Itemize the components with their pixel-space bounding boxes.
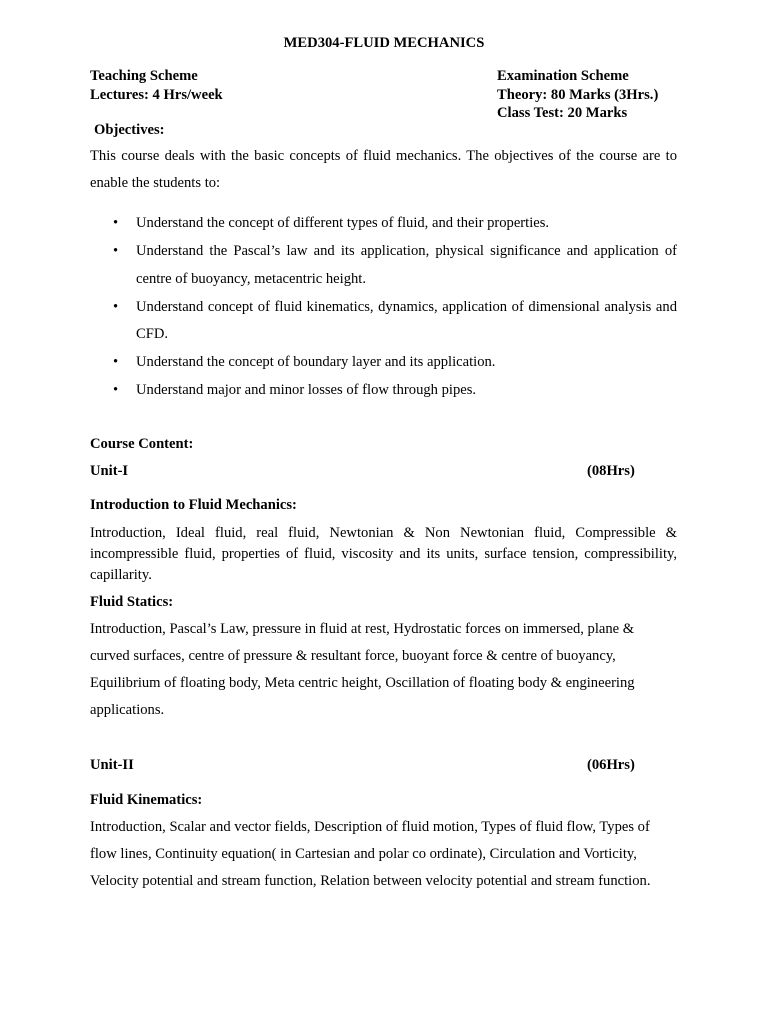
class-test-marks: Class Test: 20 Marks [497, 105, 628, 121]
lectures-hours: Lectures: 4 Hrs/week [90, 87, 223, 103]
bullet-icon: • [113, 243, 119, 259]
fluid-statics-text: Introduction, Pascal’s Law, pressure in fluid at rest, Hydrostatic forces on immersed, plane & curved surfaces, centre of pressure & resultant force, buoyant force & centre of buoyancy, Equilibrium of floating body, Meta centric height, Oscillation of floating body & engineering applications. [90, 621, 635, 718]
unit-2-hours: (06Hrs) [587, 757, 635, 773]
list-item: • Understand the concept of boundary layer and its application. [90, 349, 677, 377]
unit-1-label: Unit-I [90, 463, 129, 479]
course-content-heading: Course Content: [90, 436, 194, 452]
list-item: • Understand concept of fluid kinematics, dynamics, application of dimensional analysis and CFD. [90, 294, 677, 349]
list-item: • Understand the concept of different types of fluid, and their properties. [90, 210, 677, 238]
bullet-icon: • [113, 354, 119, 370]
unit-2-label: Unit-II [90, 757, 134, 773]
intro-fluid-mechanics-heading: Introduction to Fluid Mechanics: [90, 497, 297, 513]
objectives-heading: Objectives: [94, 122, 165, 138]
objectives-intro: This course deals with the basic concepts of fluid mechanics. The objectives of the course are to enable the students to: [90, 148, 677, 191]
list-item: • Understand major and minor losses of flow through pipes. [90, 377, 677, 405]
bullet-icon: • [113, 382, 119, 398]
bullet-icon: • [113, 215, 119, 231]
examination-scheme-heading: Examination Scheme [497, 68, 629, 84]
fluid-kinematics-heading: Fluid Kinematics: [90, 792, 203, 808]
objectives-list [90, 210, 677, 405]
list-item: • Understand the Pascal’s law and its application, physical significance and application of centre of buoyancy, metacentric height. [90, 238, 677, 293]
intro-fluid-mechanics-text: Introduction, Ideal fluid, real fluid, Newtonian & Non Newtonian fluid, Compressible & incompressible fluid, properties of fluid, viscosity and its units, surface tension, compressibility, capillarity. [90, 525, 677, 583]
teaching-scheme-heading: Teaching Scheme [90, 68, 198, 84]
fluid-kinematics-text: Introduction, Scalar and vector fields, Description of fluid motion, Types of fluid flow, Types of flow lines, Continuity equation( in Cartesian and polar co ordinate), Circulation and Vorticity, Velocity potential and stream function, Relation between velocity potential and stream function. [90, 819, 651, 889]
fluid-statics-heading: Fluid Statics: [90, 594, 174, 610]
unit-1-hours: (08Hrs) [587, 463, 635, 479]
course-title: MED304-FLUID MECHANICS [283, 35, 485, 51]
theory-marks: Theory: 80 Marks (3Hrs.) [497, 87, 659, 103]
bullet-icon: • [113, 298, 119, 315]
